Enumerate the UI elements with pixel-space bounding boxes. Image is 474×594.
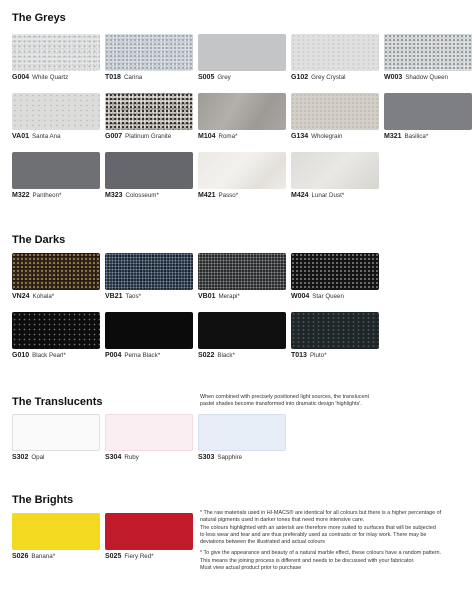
swatch-code: G007: [105, 133, 123, 140]
swatch-code: M421: [198, 192, 216, 199]
swatch-code: VN24: [12, 293, 30, 300]
swatch-tile[interactable]: [12, 34, 100, 71]
swatch-name: Grey Crystal: [311, 74, 346, 81]
swatch-code: VB01: [198, 293, 216, 300]
swatch-merapi[interactable]: [198, 253, 286, 301]
swatch-name: Star Queen: [312, 293, 344, 300]
footnotes: [200, 510, 470, 572]
footnote-line: natural pigments used in darker tones that need more intensive care.: [200, 517, 365, 524]
swatch-black-pearl[interactable]: [12, 312, 100, 360]
swatch-tile[interactable]: [105, 152, 193, 189]
swatch-name: Banana*: [31, 553, 56, 560]
swatch-code: M424: [291, 192, 309, 199]
swatch-name: Opal: [31, 454, 45, 461]
swatch-tile[interactable]: [291, 34, 379, 71]
swatch-code: S304: [105, 454, 122, 461]
swatch-grey[interactable]: [198, 34, 286, 82]
swatch-tile[interactable]: [291, 312, 379, 349]
swatch-name: Basilica*: [404, 133, 429, 140]
note-line: When combined with precisely positioned light sources, the translucent: [200, 394, 369, 400]
swatch-name: Wholegrain: [311, 133, 343, 140]
swatch-name: Grey: [217, 74, 231, 81]
swatch-perna-black[interactable]: [105, 312, 193, 360]
swatch-passo[interactable]: [198, 152, 286, 200]
section-title-translucents: The Translucents: [12, 396, 103, 408]
swatch-tile[interactable]: [12, 312, 100, 349]
swatch-tile[interactable]: [384, 93, 472, 130]
swatch-tile[interactable]: [198, 34, 286, 71]
swatch-ruby[interactable]: [105, 414, 193, 462]
swatch-tile[interactable]: [384, 34, 472, 71]
swatch-name: Black*: [217, 352, 235, 359]
swatch-code: S025: [105, 553, 122, 560]
swatch-name: Lunar Dust*: [311, 192, 345, 199]
swatch-tile[interactable]: [105, 34, 193, 71]
swatch-name: Carina: [123, 74, 143, 81]
swatch-name: White Quartz: [32, 74, 69, 81]
swatch-name: Passo*: [218, 192, 239, 199]
swatch-lunar-dust[interactable]: [291, 152, 379, 200]
section-title-brights: The Brights: [12, 494, 74, 506]
swatch-code: S302: [12, 454, 29, 461]
swatch-banana[interactable]: [12, 513, 100, 561]
swatch-name: Santa Ana: [32, 133, 61, 140]
section-title-greys: The Greys: [12, 12, 66, 24]
swatch-roma[interactable]: [198, 93, 286, 141]
swatch-code: S303: [198, 454, 215, 461]
swatch-name: Sapphire: [217, 454, 243, 461]
swatch-name: Platinum Granite: [125, 133, 172, 140]
swatch-code: G102: [291, 74, 309, 81]
swatch-code: M323: [105, 192, 123, 199]
swatch-pluto[interactable]: [291, 312, 379, 360]
swatch-tile[interactable]: [198, 253, 286, 290]
swatch-code: G134: [291, 133, 309, 140]
swatch-name: Pantheon*: [32, 192, 62, 199]
swatch-tile[interactable]: [105, 312, 193, 349]
swatch-taos[interactable]: [105, 253, 193, 301]
swatch-shadow-queen[interactable]: [384, 34, 472, 82]
swatch-basilica[interactable]: [384, 93, 472, 141]
swatch-code: G010: [12, 352, 30, 359]
swatch-platinum-granite[interactable]: [105, 93, 193, 141]
swatch-tile[interactable]: [291, 93, 379, 130]
swatch-name: Ruby: [124, 454, 139, 461]
swatch-code: T018: [105, 74, 121, 81]
swatch-name: Perna Black*: [124, 352, 161, 359]
swatch-code: S026: [12, 553, 29, 560]
footnote-line: * To give the appearance and beauty of a natural marble effect, these colours have a random pattern.: [200, 550, 442, 557]
swatch-black[interactable]: [198, 312, 286, 360]
swatch-tile[interactable]: [291, 253, 379, 290]
swatch-code: M321: [384, 133, 402, 140]
swatch-name: Pluto*: [309, 352, 327, 359]
swatch-pantheon[interactable]: [12, 152, 100, 200]
swatch-tile[interactable]: [12, 93, 100, 130]
swatch-name: Colosseum*: [125, 192, 159, 199]
swatch-tile[interactable]: [105, 93, 193, 130]
swatch-tile[interactable]: [198, 93, 286, 130]
footnote-line: deviations between the illustrated and actual colours: [200, 539, 325, 546]
swatch-name: Shadow Queen: [405, 74, 448, 81]
section-title-darks: The Darks: [12, 234, 66, 246]
swatch-tile[interactable]: [12, 152, 100, 189]
swatch-tile[interactable]: [105, 253, 193, 290]
footnote-line: The colours highlighted with an asterisk are therefore more suited to surfaces that will be subjected: [200, 524, 436, 531]
swatch-kohala[interactable]: [12, 253, 100, 301]
swatch-name: Merapi*: [218, 293, 240, 300]
swatch-tile[interactable]: [12, 253, 100, 290]
swatch-code: S005: [198, 74, 215, 81]
swatch-name: Black Pearl*: [32, 352, 66, 359]
translucent-note: [200, 394, 468, 409]
swatch-tile[interactable]: [12, 414, 100, 451]
swatch-name: Taos*: [125, 293, 141, 300]
swatch-grey-crystal[interactable]: [291, 34, 379, 82]
swatch-name: Fiery Red*: [124, 553, 154, 560]
swatch-name: Kohala*: [32, 293, 55, 300]
swatch-wholegrain[interactable]: [291, 93, 379, 141]
swatch-fiery-red[interactable]: [105, 513, 193, 561]
swatch-carina[interactable]: [105, 34, 193, 82]
footnote-line: to less wear and tear and are thus preferably used as contrasts or for inlay work. There may be: [200, 531, 427, 538]
swatch-santa-ana[interactable]: [12, 93, 100, 141]
swatch-code: W004: [291, 293, 310, 300]
swatch-tile[interactable]: [198, 152, 286, 189]
swatch-code: W003: [384, 74, 403, 81]
swatch-code: M322: [12, 192, 30, 199]
footnote-line: Must view actual product prior to purchase: [200, 565, 302, 572]
swatch-tile[interactable]: [198, 312, 286, 349]
swatch-name: Roma*: [218, 133, 238, 140]
swatch-code: P004: [105, 352, 122, 359]
footnote-line: This means the joining process is different and needs to be discussed with your fabricator.: [200, 557, 415, 564]
swatch-white-quartz[interactable]: [12, 34, 100, 82]
swatch-code: T013: [291, 352, 307, 359]
swatch-opal[interactable]: [12, 414, 100, 462]
swatch-tile[interactable]: [198, 414, 286, 451]
note-line: pastel shades become transformed into dramatic design 'highlights'.: [200, 401, 362, 408]
swatch-sapphire[interactable]: [198, 414, 286, 462]
swatch-code: M104: [198, 133, 216, 140]
swatch-star-queen[interactable]: [291, 253, 379, 301]
swatch-code: S022: [198, 352, 215, 359]
swatch-tile[interactable]: [105, 414, 193, 451]
swatch-tile[interactable]: [105, 513, 193, 550]
swatch-tile[interactable]: [291, 152, 379, 189]
swatch-colosseum[interactable]: [105, 152, 193, 200]
swatch-code: VA01: [12, 133, 29, 140]
swatch-code: G004: [12, 74, 30, 81]
swatch-tile[interactable]: [12, 513, 100, 550]
swatch-code: VB21: [105, 293, 123, 300]
footnote-line: * The raw materials used in HI-MACS® are identical for all colours but there is a higher percentage of: [200, 510, 442, 516]
